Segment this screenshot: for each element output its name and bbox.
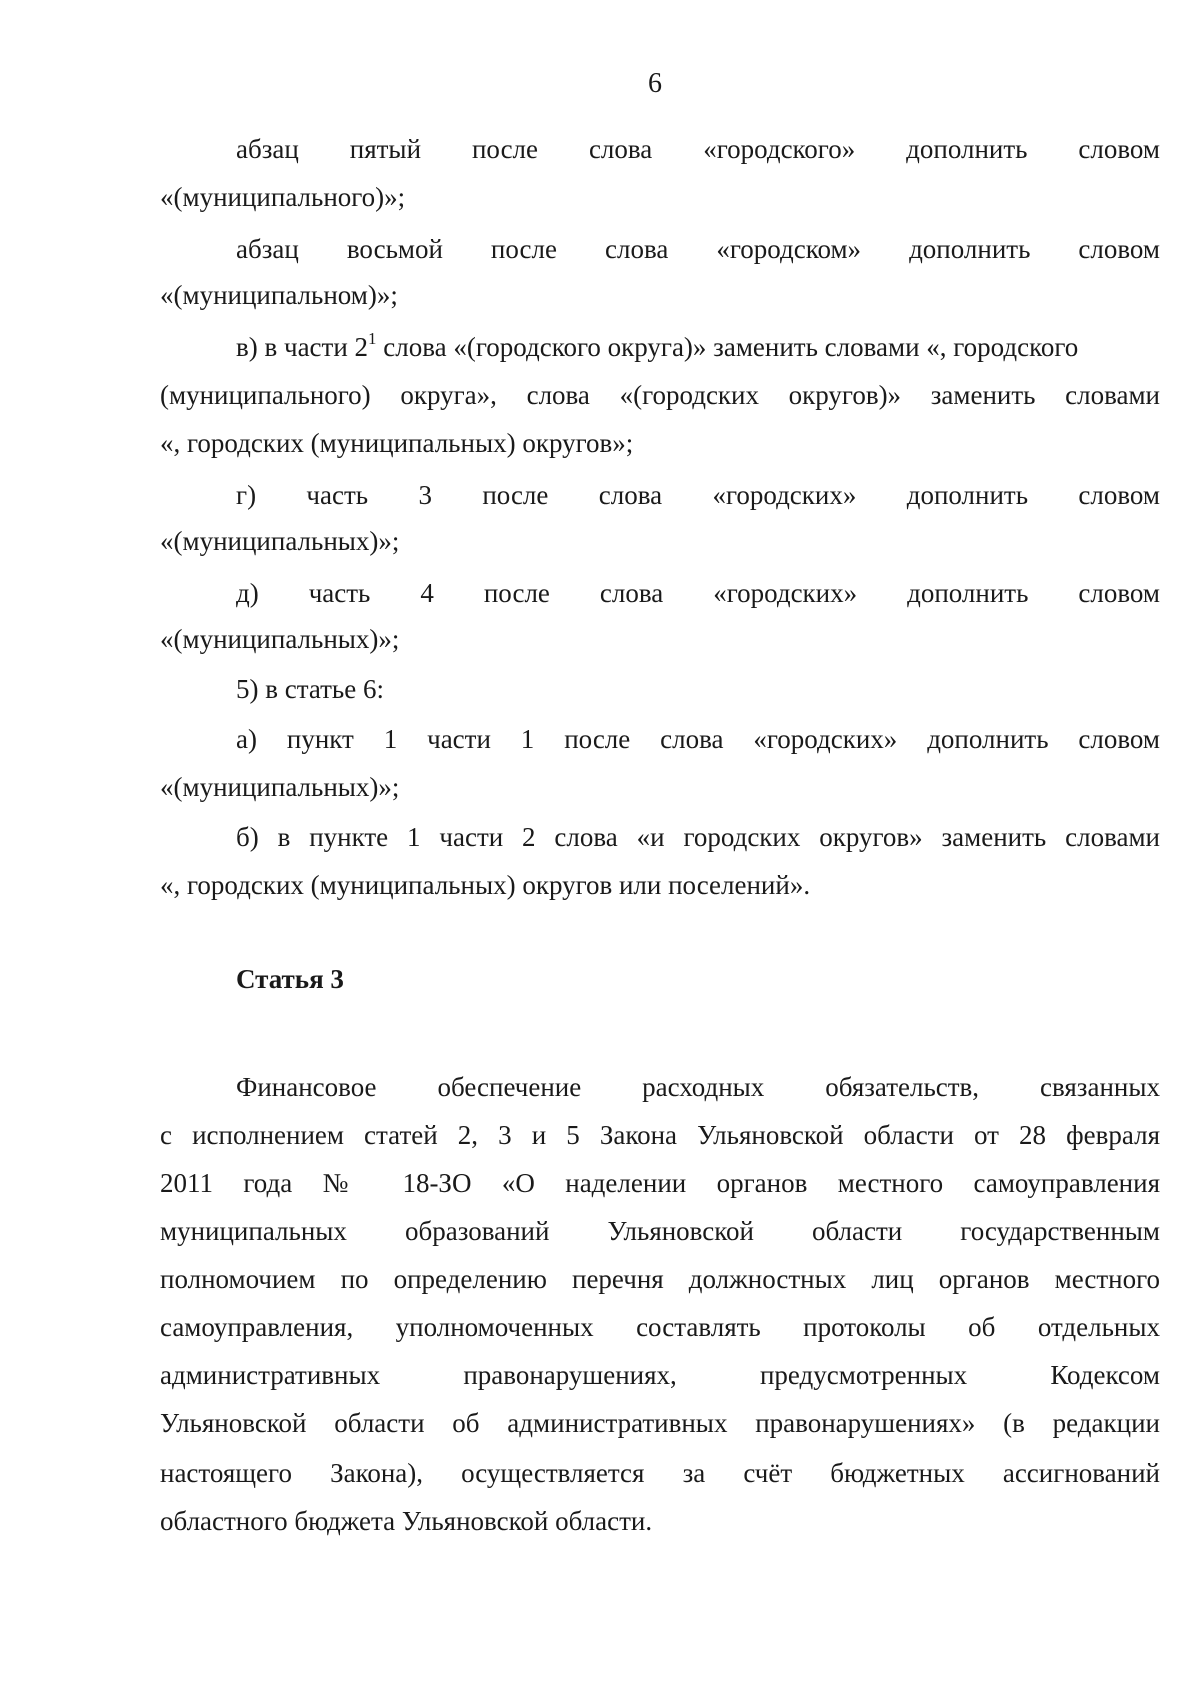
paragraph-6-line-1: 5) в статье 6: xyxy=(236,674,384,704)
paragraph-1-line-2: «(муниципального)»; xyxy=(160,182,406,212)
article-text-line-7: административных правонарушениях, предусмотренных Кодексом xyxy=(160,1360,1160,1390)
article-text-line-6: самоуправления, уполномоченных составлять протоколы об отдельных xyxy=(160,1312,1160,1342)
superscript-number: 1 xyxy=(368,329,377,348)
paragraph-3-text-b: слова «(городского округа)» заменить словами «, городского xyxy=(376,332,1079,362)
paragraph-4-line-1: г) часть 3 после слова «городских» дополнить словом xyxy=(236,480,1160,510)
paragraph-8-line-2: «, городских (муниципальных) округов или поселений». xyxy=(160,870,811,900)
paragraph-5-line-2: «(муниципальных)»; xyxy=(160,624,400,654)
paragraph-3-line-3: «, городских (муниципальных) округов»; xyxy=(160,428,634,458)
article-text-line-4: муниципальных образований Ульяновской области государственным xyxy=(160,1216,1160,1246)
paragraph-7-line-2: «(муниципальных)»; xyxy=(160,772,400,802)
paragraph-2-line-2: «(муниципальном)»; xyxy=(160,280,398,310)
paragraph-3-text-a: в) в части 2 xyxy=(236,332,369,362)
article-text-line-3: 2011 года № 18-ЗО «О наделении органов местного самоуправления xyxy=(160,1168,1160,1198)
paragraph-4-line-2: «(муниципальных)»; xyxy=(160,526,400,556)
paragraph-1-line-1: абзац пятый после слова «городского» дополнить словом xyxy=(236,134,1160,164)
article-text-line-1: Финансовое обеспечение расходных обязательств, связанных xyxy=(236,1072,1160,1102)
paragraph-2-line-1: абзац восьмой после слова «городском» дополнить словом xyxy=(236,234,1160,264)
article-text-line-9: настоящего Закона), осуществляется за счёт бюджетных ассигнований xyxy=(160,1458,1160,1488)
paragraph-3-line-1 xyxy=(236,330,1160,364)
article-text-line-5: полномочием по определению перечня должностных лиц органов местного xyxy=(160,1264,1160,1294)
article-text-line-8: Ульяновской области об административных правонарушениях» (в редакции xyxy=(160,1408,1160,1438)
article-text-line-2: с исполнением статей 2, 3 и 5 Закона Ульяновской области от 28 февраля xyxy=(160,1120,1160,1150)
paragraph-5-line-1: д) часть 4 после слова «городских» дополнить словом xyxy=(236,578,1160,608)
article-text-line-10: областного бюджета Ульяновской области. xyxy=(160,1506,653,1536)
page-number: 6 xyxy=(648,68,662,99)
article-heading: Статья 3 xyxy=(236,964,344,994)
paragraph-7-line-1: а) пункт 1 части 1 после слова «городских» дополнить словом xyxy=(236,724,1160,754)
paragraph-8-line-1: б) в пункте 1 части 2 слова «и городских округов» заменить словами xyxy=(236,822,1160,852)
paragraph-3-line-2: (муниципального) округа», слова «(городских округов)» заменить словами xyxy=(160,380,1160,410)
